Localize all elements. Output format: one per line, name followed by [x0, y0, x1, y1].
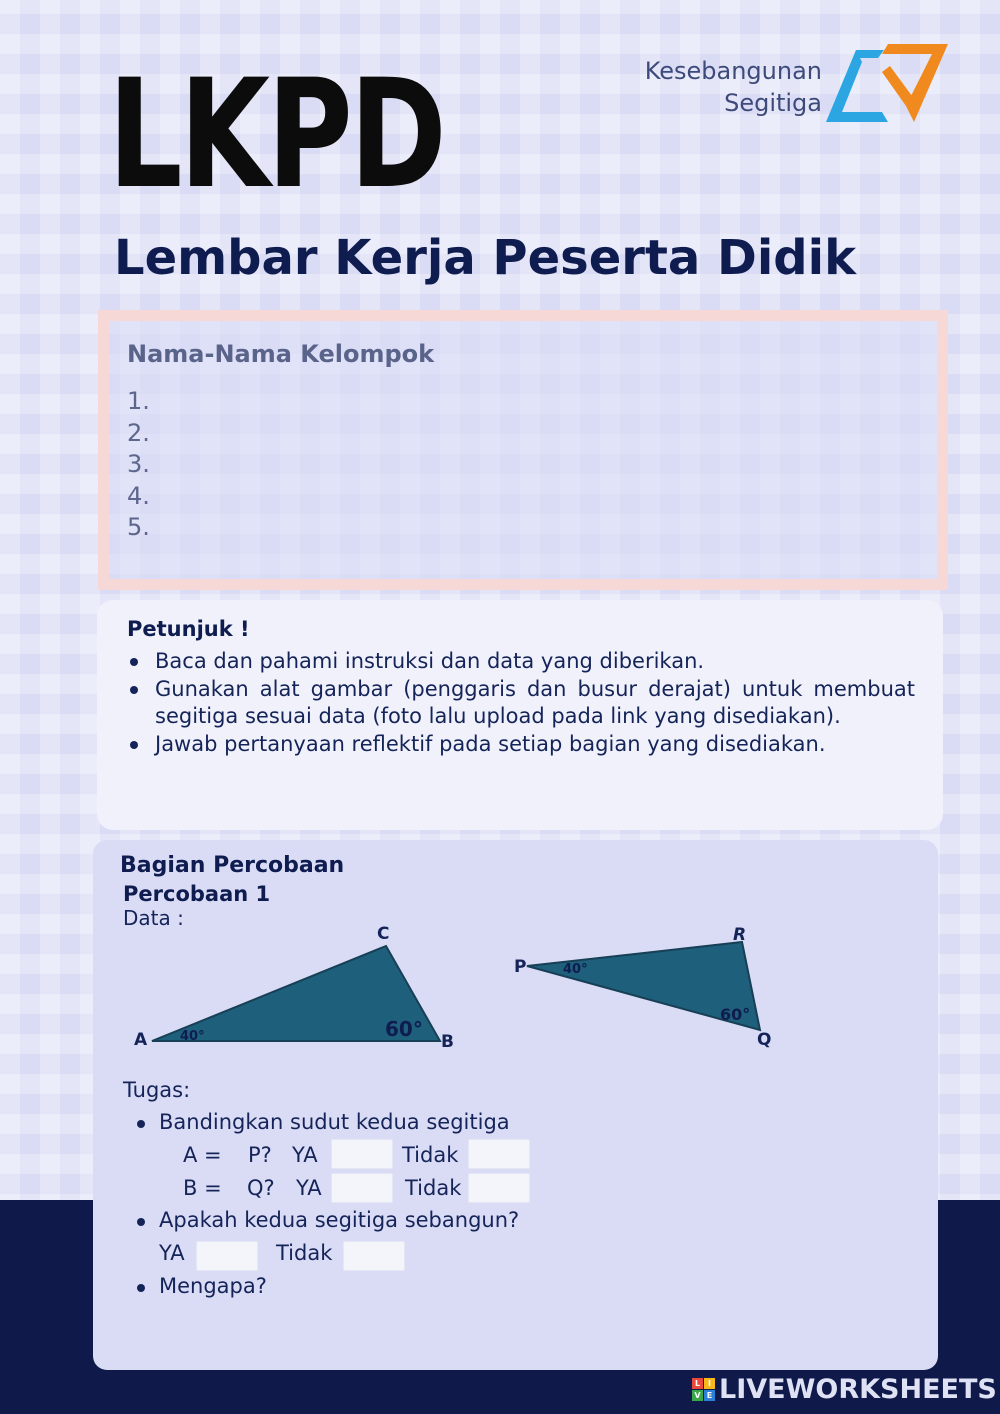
group-member-1[interactable]: 1.	[127, 387, 150, 415]
angle-label-b: 60°	[385, 1017, 423, 1041]
answer-box-similar-yes[interactable]	[196, 1241, 258, 1271]
task-why-text: Mengapa?	[159, 1274, 267, 1298]
instruction-item: Gunakan alat gambar (penggaris dan busur derajat) untuk membuat segitiga sesuai data (foto lalu upload pada link yang disediakan).	[127, 676, 915, 731]
similar-yes-label: YA	[159, 1241, 185, 1265]
page-subtitle: Lembar Kerja Peserta Didik	[114, 230, 857, 286]
compare-row2-left: B =	[183, 1176, 222, 1200]
vertex-label-c: C	[377, 924, 390, 944]
compare-row1-left: A =	[183, 1143, 222, 1167]
vertex-label-r: R	[733, 925, 747, 945]
instruction-item: Baca dan pahami instruksi dan data yang diberikan.	[127, 648, 915, 676]
topic-line-1: Kesebangunan	[644, 57, 822, 85]
answer-box-b-yes[interactable]	[331, 1173, 393, 1203]
instruction-item: Jawab pertanyaan reflektif pada setiap bagian yang disediakan.	[127, 731, 915, 759]
instructions-title: Petunjuk !	[127, 617, 250, 641]
answer-box-similar-no[interactable]	[343, 1241, 405, 1271]
triangle-pqr	[514, 925, 771, 1050]
compare-row2-no-label: Tidak	[405, 1176, 462, 1200]
tasks-label: Tugas:	[123, 1078, 191, 1102]
angle-label-p: 40°	[563, 962, 588, 977]
vertex-label-b: B	[441, 1032, 454, 1052]
group-member-3[interactable]: 3.	[127, 450, 150, 478]
vertex-label-q: Q	[757, 1030, 772, 1050]
grid-letter: V	[692, 1390, 703, 1401]
compare-row1-yes-label: YA	[292, 1143, 318, 1167]
answer-box-a-no[interactable]	[468, 1139, 530, 1169]
grid-letter: E	[704, 1390, 715, 1401]
liveworksheets-text: LIVEWORKSHEETS	[719, 1374, 997, 1405]
grid-letter: L	[692, 1378, 703, 1389]
experiment-title: Percobaan 1	[123, 882, 271, 906]
angle-label-a: 40°	[180, 1029, 205, 1044]
angle-label-q: 60°	[720, 1005, 751, 1024]
vertex-label-p: P	[514, 957, 527, 977]
similar-no-label: Tidak	[276, 1241, 333, 1265]
vertex-label-a: A	[134, 1030, 148, 1050]
triangle-abc	[134, 924, 454, 1052]
section-title: Bagian Percobaan	[120, 853, 345, 878]
grid-letter: I	[704, 1378, 715, 1389]
bullet	[137, 1120, 145, 1128]
compare-row1-no-label: Tidak	[402, 1143, 459, 1167]
bullet	[137, 1218, 145, 1226]
liveworksheets-grid-icon	[692, 1378, 716, 1402]
page-title: LKPD	[108, 48, 444, 222]
bullet	[137, 1284, 145, 1292]
task-compare-text: Bandingkan sudut kedua segitiga	[159, 1110, 510, 1134]
compare-row2-yes-label: YA	[296, 1176, 322, 1200]
task-similar-text: Apakah kedua segitiga sebangun?	[159, 1208, 520, 1232]
group-title: Nama-Nama Kelompok	[127, 340, 435, 368]
compare-row2-right: Q?	[247, 1176, 275, 1200]
group-member-4[interactable]: 4.	[127, 481, 150, 510]
compare-row1-right: P?	[248, 1143, 272, 1167]
group-member-2[interactable]: 2.	[127, 418, 150, 447]
answer-box-a-yes[interactable]	[331, 1139, 393, 1169]
liveworksheets-logo[interactable]	[692, 1374, 997, 1406]
answer-box-b-no[interactable]	[468, 1173, 530, 1203]
data-label: Data :	[123, 906, 184, 930]
group-member-5[interactable]: 5.	[127, 513, 150, 541]
topic-line-2: Segitiga	[724, 89, 822, 117]
